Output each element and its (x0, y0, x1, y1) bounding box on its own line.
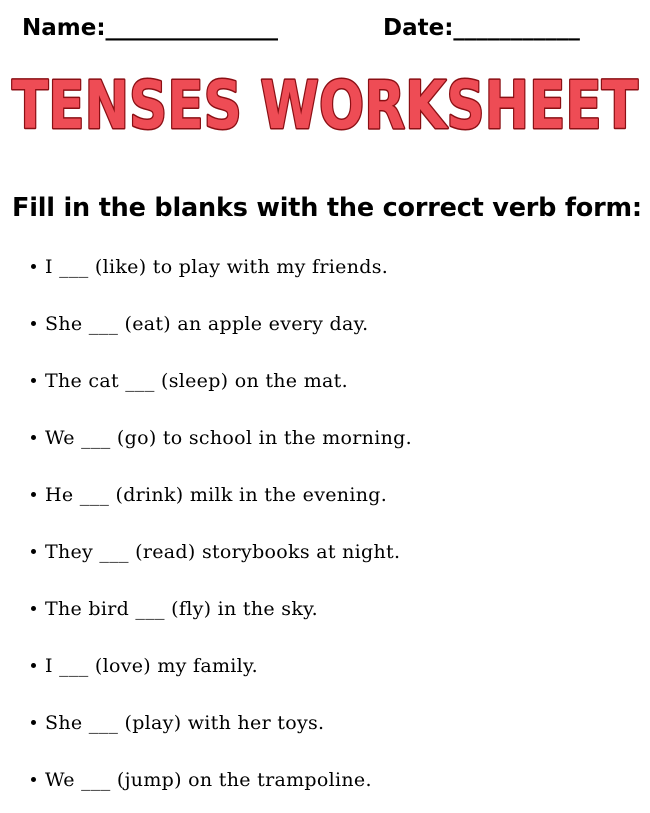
list-item (0, 585, 650, 642)
list-item (0, 414, 650, 471)
list-item (0, 528, 650, 585)
worksheet-title-banner (0, 62, 650, 152)
bullet-icon (31, 777, 36, 782)
date-field-label: Date:___________ (383, 15, 580, 41)
bullet-icon (31, 321, 36, 326)
sentence-text: We ___ (go) to school in the morning. (45, 427, 412, 449)
sentence-text: They ___ (read) storybooks at night. (45, 541, 401, 563)
list-item (0, 699, 650, 756)
worksheet-header (0, 10, 650, 46)
instruction-heading: Fill in the blanks with the correct verb form: (12, 193, 642, 223)
list-item (0, 756, 650, 813)
list-item (0, 243, 650, 300)
sentence-text: He ___ (drink) milk in the evening. (45, 484, 388, 506)
bullet-icon (31, 378, 36, 383)
bullet-icon (31, 720, 36, 725)
worksheet-title: TENSES WORKSHEET (12, 67, 638, 144)
sentence-text: I ___ (like) to play with my friends. (45, 256, 389, 278)
list-item (0, 471, 650, 528)
bullet-icon (31, 663, 36, 668)
bullet-icon (31, 606, 36, 611)
bullet-icon (31, 549, 36, 554)
list-item (0, 300, 650, 357)
sentence-text: She ___ (eat) an apple every day. (45, 313, 369, 335)
sentence-text: The bird ___ (fly) in the sky. (45, 598, 318, 620)
sentence-list (0, 243, 650, 813)
name-field-label: Name:_______________ (22, 15, 279, 41)
sentence-text: The cat ___ (sleep) on the mat. (45, 370, 348, 392)
bullet-icon (31, 264, 36, 269)
sentence-text: She ___ (play) with her toys. (45, 712, 325, 734)
list-item (0, 357, 650, 414)
sentence-text: I ___ (love) my family. (45, 655, 258, 677)
sentence-text: We ___ (jump) on the trampoline. (45, 769, 372, 791)
bullet-icon (31, 492, 36, 497)
bullet-icon (31, 435, 36, 440)
list-item (0, 642, 650, 699)
